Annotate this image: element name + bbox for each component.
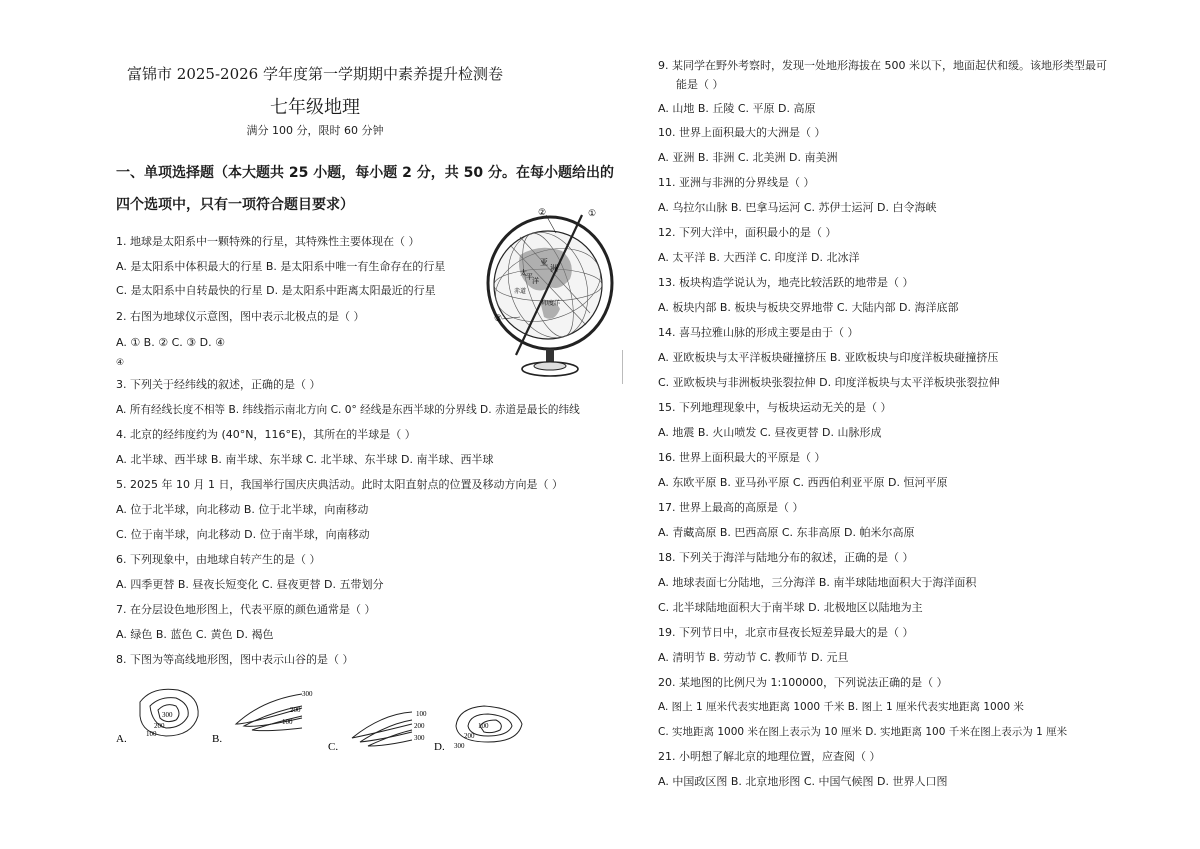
svg-text:200: 200 [290, 706, 301, 714]
option-a-label: A. [116, 733, 127, 745]
question-line: 8. 下图为等高线地形图，图中表示山谷的是（ ） [116, 653, 354, 666]
option-line: A. 青藏高原 B. 巴西高原 C. 东非高原 D. 帕米尔高原 [658, 526, 915, 539]
svg-text:200: 200 [414, 722, 425, 730]
globe-figure [480, 205, 625, 385]
svg-text:300: 300 [162, 711, 173, 719]
option-line: A. 绿色 B. 蓝色 C. 黄色 D. 褐色 [116, 628, 274, 641]
question-line: 19. 下列节日中，北京市昼夜长短差异最大的是（ ） [658, 626, 914, 639]
option-line: A. 北半球、西半球 B. 南半球、东半球 C. 北半球、东半球 D. 南半球、西半球 [116, 453, 494, 466]
figure-divider [622, 350, 623, 384]
marker-3: ③ [494, 313, 503, 323]
option-line: A. 是太阳系中体积最大的行星 B. 是太阳系中唯一有生命存在的行星 [116, 260, 446, 273]
svg-text:200: 200 [464, 732, 475, 740]
question-line: 21. 小明想了解北京的地理位置，应查阅（ ） [658, 750, 881, 763]
question-line: 6. 下列现象中，由地球自转产生的是（ ） [116, 553, 321, 566]
question-line: 9. 某同学在野外考察时，发现一处地形海拔在 500 米以下，地面起伏和缓。该地形类型最可 [658, 59, 1107, 72]
question-line: 11. 亚洲与非洲的分界线是（ ） [658, 176, 815, 189]
globe-label: 印度洋 [542, 301, 561, 307]
contour-figure [112, 680, 532, 760]
section-heading: 一、单项选择题（本大题共 25 小题，每小题 2 分，共 50 分。在每小题给出的 [116, 165, 614, 181]
question-line: 10. 世界上面积最大的大洲是（ ） [658, 126, 826, 139]
option-line: A. 东欧平原 B. 亚马孙平原 C. 西西伯利亚平原 D. 恒河平原 [658, 476, 948, 489]
globe-label: 洲 [550, 264, 558, 273]
question-line: 18. 下列关于海洋与陆地分布的叙述，正确的是（ ） [658, 551, 914, 564]
option-line: A. 位于北半球，向北移动 B. 位于北半球，向南移动 [116, 503, 369, 516]
option-c-label: C. [328, 741, 339, 753]
question-line: 17. 世界上最高的高原是（ ） [658, 501, 804, 514]
option-line: C. 亚欧板块与非洲板块张裂拉伸 D. 印度洋板块与太平洋板块张裂拉伸 [658, 376, 1000, 389]
svg-text:100: 100 [416, 710, 427, 718]
marker-1: ① [588, 208, 597, 218]
option-line: A. 地球表面七分陆地，三分海洋 B. 南半球陆地面积大于海洋面积 [658, 576, 977, 589]
score-info: 满分 100 分，限时 60 分钟 [246, 124, 384, 137]
globe-label: 平 [526, 273, 533, 281]
option-line: C. 实地距离 1000 米在图上表示为 10 厘米 D. 实地距离 100 千米在图上表示为 1 厘米 [658, 726, 1068, 738]
option-line: A. 山地 B. 丘陵 C. 平原 D. 高原 [658, 102, 816, 115]
subject-title: 七年级地理 [270, 97, 360, 118]
question-line: 15. 下列地理现象中，与板块运动无关的是（ ） [658, 401, 892, 414]
question-line: 20. 某地图的比例尺为 1:100000，下列说法正确的是（ ） [658, 676, 948, 689]
option-line: A. 亚洲 B. 非洲 C. 北美洲 D. 南美洲 [658, 151, 838, 164]
option-line: A. 图上 1 厘米代表实地距离 1000 千米 B. 图上 1 厘米代表实地距离 1000 米 [658, 701, 1024, 713]
option-line: A. 中国政区图 B. 北京地形图 C. 中国气候图 D. 世界人口图 [658, 775, 948, 788]
option-line: A. 亚欧板块与太平洋板块碰撞挤压 B. 亚欧板块与印度洋板块碰撞挤压 [658, 351, 999, 364]
section-heading-cont: 四个选项中，只有一项符合题目要求） [116, 197, 354, 213]
question-line: 7. 在分层设色地形图上，代表平原的颜色通常是（ ） [116, 603, 376, 616]
option-line: A. 乌拉尔山脉 B. 巴拿马运河 C. 苏伊士运河 D. 白令海峡 [658, 201, 937, 214]
question-line: 14. 喜马拉雅山脉的形成主要是由于（ ） [658, 326, 859, 339]
exam-title: 富锦市 2025-2026 学年度第一学期期中素养提升检测卷 [127, 65, 503, 83]
option-line: A. ① B. ② C. ③ D. ④ [116, 336, 225, 349]
option-line: A. 太平洋 B. 大西洋 C. 印度洋 D. 北冰洋 [658, 251, 860, 264]
marker-2: ② [538, 207, 547, 217]
svg-text:300: 300 [302, 690, 313, 698]
question-line: 1. 地球是太阳系中一颗特殊的行星，其特殊性主要体现在（ ） [116, 235, 420, 248]
option-line: C. 是太阳系中自转最快的行星 D. 是太阳系中距离太阳最近的行星 [116, 284, 436, 297]
globe-label: 亚 [540, 258, 548, 267]
option-d-label: D. [434, 741, 445, 753]
question-line: 5. 2025 年 10 月 1 日，我国举行国庆庆典活动。此时太阳直射点的位置及移动方向是（ ） [116, 478, 563, 491]
question-line: 4. 北京的经纬度约为 (40°N，116°E)，其所在的半球是（ ） [116, 428, 416, 441]
option-line: C. 位于南半球，向北移动 D. 位于南半球，向南移动 [116, 528, 370, 541]
svg-text:100: 100 [146, 730, 157, 738]
option-line: A. 所有经线长度不相等 B. 纬线指示南北方向 C. 0° 经线是东西半球的分界线 D. 赤道是最长的纬线 [116, 404, 580, 416]
option-line: A. 地震 B. 火山喷发 C. 昼夜更替 D. 山脉形成 [658, 426, 882, 439]
question-line: 16. 世界上面积最大的平原是（ ） [658, 451, 826, 464]
option-line: C. 北半球陆地面积大于南半球 D. 北极地区以陆地为主 [658, 601, 923, 614]
option-line: A. 清明节 B. 劳动节 C. 教师节 D. 元旦 [658, 651, 849, 664]
option-line: A. 板块内部 B. 板块与板块交界地带 C. 大陆内部 D. 海洋底部 [658, 301, 959, 314]
svg-text:100: 100 [478, 722, 489, 730]
svg-text:200: 200 [154, 722, 165, 730]
question-line: 13. 板块构造学说认为，地壳比较活跃的地带是（ ） [658, 276, 914, 289]
globe-label: 太 [520, 269, 527, 277]
svg-text:300: 300 [414, 734, 425, 742]
svg-text:300: 300 [454, 742, 465, 750]
question-line: 3. 下列关于经纬线的叙述，正确的是（ ） [116, 378, 321, 391]
option-line: ④ [116, 358, 125, 368]
question-line: 12. 下列大洋中，面积最小的是（ ） [658, 226, 837, 239]
question-line: 2. 右图为地球仪示意图，图中表示北极点的是（ ） [116, 310, 365, 323]
globe-label: 赤道 [514, 289, 527, 295]
question-line: 能是（ ） [676, 78, 724, 91]
globe-label: 洋 [532, 277, 539, 285]
option-b-label: B. [212, 733, 223, 745]
option-line: A. 四季更替 B. 昼夜长短变化 C. 昼夜更替 D. 五带划分 [116, 578, 384, 591]
svg-text:100: 100 [282, 718, 293, 726]
